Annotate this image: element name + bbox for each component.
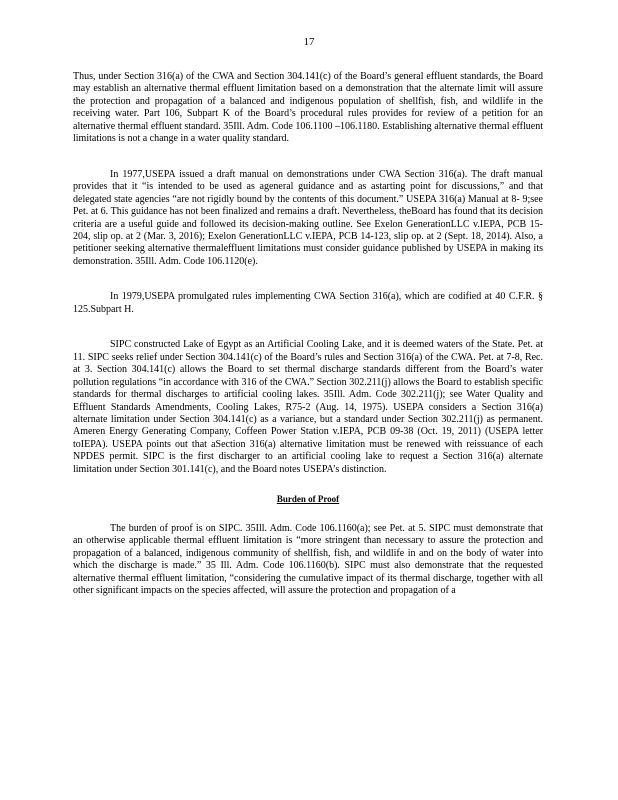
paragraph-draft-manual: In 1977,USEPA issued a draft manual on demonstrations under CWA Section 316(a). The draft manual provides that it “is intended to be used as ageneral guidance and as astarting point for discussions,” and that delegated state agencies “are not rigidly bound by the contents of this document.” USEPA 316(a) Manual at 8- 9;see Pet. at 6. This guidance has not been finalized and remains a draft. Nevertheless, theBoard has found that its decision criteria are a useful guide and followed its decision-making outline. See Exelon GenerationLLC v.IEPA, PCB 15-204, slip op. at 2 (Mar. 3, 2016); Exelon GenerationLLC v.IEPA, PCB 14-123, slip op. at 2 (Sept. 18, 2014). Also, a petitioner seeking alternative thermaleffluent limitations must consider guidance published by USEPA in making its demonstration. 35Ill. Adm. Code 106.1120(e). bbox=[73, 168, 543, 267]
paragraph-burden-of-proof: The burden of proof is on SIPC. 35Ill. Adm. Code 106.1160(a); see Pet. at 5. SIPC must demonstrate that an otherwise applicable thermal effluent limitation is “more stringent than necessary to assure the protection and propagation of a balanced, indigenous community of shellfish, fish, and wildlife in and on the body of water into which the discharge is made.” 35 Ill. Adm. Code 106.1160(b). SIPC must also demonstrate that the requested alternative thermal effluent limitation, “considering the cumulative impact of its thermal discharge, together with all other significant impacts on the species affected, will assure the protection and propagation of a bbox=[73, 522, 543, 596]
paragraph-1979-rules: In 1979,USEPA promulgated rules implementing CWA Section 316(a), which are codified at 40 C.F.R. § 125.Subpart H. bbox=[73, 291, 543, 315]
paragraph-section-316a: Thus, under Section 316(a) of the CWA and Section 304.141(c) of the Board’s general effluent standards, the Board may establish an alternative thermal effluent limitation based on a demonstration that the alternate limit will assure the protection and propagation of a balanced and indigenous population of shellfish, fish, and wildlife in the receiving water. Part 106, Subpart K of the Board’s procedural rules provides for review of a petition for an alternative thermal effluent standard. 35Ill. Adm. Code 106.1100 –106.1180. Establishing alternative thermal effluent limitations is not a change in a water quality standard. bbox=[73, 71, 543, 145]
section-heading: Burden of Proof bbox=[276, 494, 340, 505]
document-body bbox=[73, 71, 543, 597]
paragraph-lake-of-egypt: SIPC constructed Lake of Egypt as an Artificial Cooling Lake, and it is deemed waters of the State. Pet. at 11. SIPC seeks relief under Section 304.141(c) of the Board’s rules and Section 316(a) of the CWA. Pet. at 7-8, Rec. at 3. Section 304.141(c) allows the Board to set thermal discharge standards different from the Board’s water pollution regulations “in accordance with 316 of the CWA.” Section 302.211(j) allows the Board to establish specific standards for thermal discharges to artificial cooling lakes. 35Ill. Adm. Code 302.211(j); see Water Quality and Effluent Standards Amendments, Cooling Lakes, R75-2 (Aug. 14, 1975). USEPA considers a Section 316(a) alternate limitation under Section 304.141(c) as a variance, but a standard under Section 302.211(j) as permanent. Ameren Energy Generating Company, Coffeen Power Station v.IEPA, PCB 09-38 (Oct. 19, 2011) (USEPA letter toIEPA). USEPA points out that aSection 316(a) alternative limitation must be renewed with reissuance of each NPDES permit. SIPC is the first discharger to an artificial cooling lake to request a Section 316(a) alternate limitation under Section 301.141(c), and the Board notes USEPA’s distinction. bbox=[73, 339, 543, 475]
page-number: 17 bbox=[303, 36, 315, 48]
